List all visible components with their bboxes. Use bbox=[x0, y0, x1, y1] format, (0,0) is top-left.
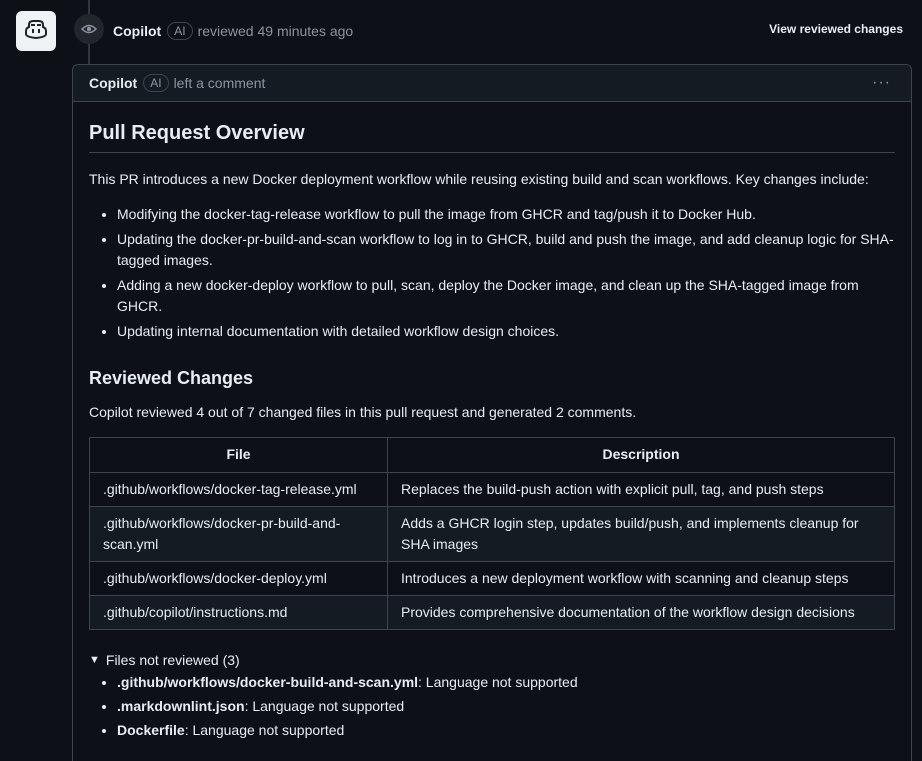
table-row bbox=[90, 596, 895, 630]
overview-heading: Pull Request Overview bbox=[89, 118, 895, 153]
eye-icon bbox=[74, 14, 104, 44]
overview-list bbox=[89, 204, 895, 342]
comment-header bbox=[73, 65, 911, 102]
table-row bbox=[90, 473, 895, 507]
kebab-menu-icon[interactable]: ··· bbox=[872, 74, 891, 91]
review-timestamp[interactable]: reviewed 49 minutes ago bbox=[197, 23, 354, 39]
list-item: • Updating internal documentation with detailed workflow design choices. bbox=[117, 321, 895, 342]
comment-action: left a comment bbox=[173, 75, 266, 91]
ai-badge: AI bbox=[143, 74, 168, 92]
table-cell-description: Adds a GHCR login step, updates build/push, and implements cleanup for SHA images bbox=[388, 507, 895, 562]
table-cell-file: .github/workflows/docker-deploy.yml bbox=[90, 562, 388, 596]
reviewed-files-table bbox=[89, 437, 895, 630]
not-reviewed-file: .markdownlint.json bbox=[117, 698, 245, 714]
overview-intro: This PR introduces a new Docker deployment workflow while reusing existing build and scan workflows. Key changes include: bbox=[89, 171, 869, 187]
review-header bbox=[113, 21, 353, 41]
ai-badge: AI bbox=[167, 22, 192, 40]
column-header-description: Description bbox=[388, 438, 895, 473]
not-reviewed-reason: : Language not supported bbox=[418, 674, 578, 690]
list-item: • Modifying the docker-tag-release workflow to pull the image from GHCR and tag/push it to Docker Hub. bbox=[117, 204, 895, 225]
table-row bbox=[90, 562, 895, 596]
list-item: • Adding a new docker-deploy workflow to pull, scan, deploy the Docker image, and clean up the SHA-tagged image from GHCR. bbox=[117, 275, 895, 317]
view-reviewed-changes-link[interactable]: View reviewed changes bbox=[769, 22, 903, 36]
reviewed-changes-heading: Reviewed Changes bbox=[89, 368, 254, 388]
table-cell-description: Replaces the build-push action with explicit pull, tag, and push steps bbox=[388, 473, 895, 507]
files-not-reviewed-toggle[interactable] bbox=[89, 650, 895, 670]
list-item bbox=[117, 672, 895, 693]
comment-body bbox=[73, 102, 911, 741]
table-cell-description: Provides comprehensive documentation of the workflow design decisions bbox=[388, 596, 895, 630]
review-author-link[interactable]: Copilot bbox=[113, 23, 162, 39]
not-reviewed-file: .github/workflows/docker-build-and-scan.yml bbox=[117, 674, 419, 690]
triangle-down-icon: ▼ bbox=[89, 654, 100, 666]
review-comment bbox=[72, 64, 912, 761]
table-cell-file: .github/copilot/instructions.md bbox=[90, 596, 388, 630]
not-reviewed-reason: : Language not supported bbox=[184, 722, 345, 738]
not-reviewed-file: Dockerfile bbox=[117, 722, 185, 738]
files-not-reviewed-details bbox=[89, 650, 895, 741]
column-header-file: File bbox=[90, 438, 388, 473]
list-item bbox=[117, 720, 895, 741]
table-cell-description: Introduces a new deployment workflow with scanning and cleanup steps bbox=[388, 562, 895, 596]
table-row bbox=[90, 507, 895, 562]
list-item bbox=[117, 696, 895, 717]
files-not-reviewed-label: Files not reviewed (3) bbox=[105, 652, 240, 668]
table-header-row bbox=[90, 438, 895, 473]
copilot-icon bbox=[25, 19, 47, 44]
table-cell-file: .github/workflows/docker-pr-build-and-scan.yml bbox=[90, 507, 388, 562]
not-reviewed-reason: : Language not supported bbox=[244, 698, 405, 714]
table-cell-file: .github/workflows/docker-tag-release.yml bbox=[90, 473, 388, 507]
reviewed-summary: Copilot reviewed 4 out of 7 changed files in this pull request and generated 2 comments. bbox=[89, 404, 637, 420]
not-reviewed-list bbox=[89, 672, 895, 741]
list-item: • Updating the docker-pr-build-and-scan workflow to log in to GHCR, build and push the image, and add cleanup logic for SHA-tagged images. bbox=[117, 229, 895, 271]
copilot-avatar[interactable] bbox=[16, 11, 56, 51]
comment-author-link[interactable]: Copilot bbox=[89, 75, 138, 91]
